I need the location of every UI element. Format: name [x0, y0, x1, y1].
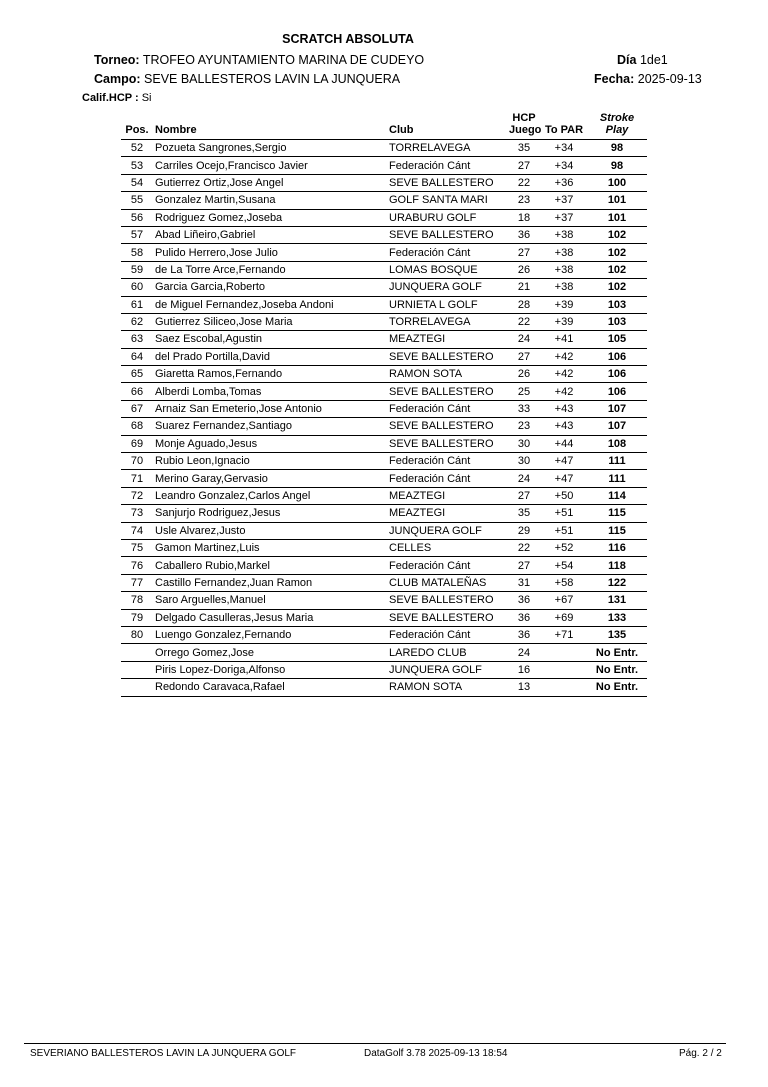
cell-stroke: 118	[587, 557, 647, 574]
footer-software: DataGolf 3.78 2025-09-13 18:54	[364, 1048, 508, 1059]
cell-club: RAMON SOTA	[387, 366, 507, 383]
table-row	[121, 331, 647, 348]
cell-club: Federación Cánt	[387, 244, 507, 261]
table-row	[121, 261, 647, 278]
col-header-hcp	[507, 112, 541, 140]
cell-to-par: +52	[541, 539, 587, 556]
col-header-stroke	[587, 112, 647, 140]
cell-stroke: 115	[587, 522, 647, 539]
cell-to-par: +37	[541, 209, 587, 226]
cell-pos: 58	[121, 244, 153, 261]
cell-pos: 69	[121, 435, 153, 452]
cell-hcp: 27	[507, 157, 541, 174]
cell-to-par: +43	[541, 400, 587, 417]
cell-to-par: +69	[541, 609, 587, 626]
cell-hcp: 36	[507, 626, 541, 643]
torneo-line	[94, 53, 424, 67]
cell-stroke: No Entr.	[587, 679, 647, 696]
table-row	[121, 418, 647, 435]
cell-pos: 63	[121, 331, 153, 348]
cell-to-par: +43	[541, 418, 587, 435]
cell-to-par: +34	[541, 140, 587, 157]
table-row	[121, 192, 647, 209]
cell-name: Leandro Gonzalez,Carlos Angel	[153, 487, 387, 504]
cell-pos: 75	[121, 539, 153, 556]
cell-to-par: +44	[541, 435, 587, 452]
cell-club: JUNQUERA GOLF	[387, 279, 507, 296]
table-row	[121, 366, 647, 383]
cell-club: JUNQUERA GOLF	[387, 661, 507, 678]
cell-pos	[121, 679, 153, 696]
cell-name: Giaretta Ramos,Fernando	[153, 366, 387, 383]
table-row	[121, 679, 647, 696]
cell-stroke: 98	[587, 140, 647, 157]
calif-label: Calif.HCP :	[82, 92, 139, 104]
cell-club: SEVE BALLESTERO	[387, 435, 507, 452]
cell-name: Piris Lopez-Doriga,Alfonso	[153, 661, 387, 678]
col-header-to-par: To PAR	[541, 112, 587, 140]
cell-hcp: 27	[507, 348, 541, 365]
cell-to-par: +47	[541, 453, 587, 470]
cell-name: Saez Escobal,Agustin	[153, 331, 387, 348]
cell-name: Gamon Martinez,Luis	[153, 539, 387, 556]
cell-name: Castillo Fernandez,Juan Ramon	[153, 574, 387, 591]
cell-to-par: +50	[541, 487, 587, 504]
cell-hcp: 24	[507, 331, 541, 348]
cell-name: Pulido Herrero,Jose Julio	[153, 244, 387, 261]
cell-to-par: +38	[541, 279, 587, 296]
cell-name: Gutierrez Ortiz,Jose Angel	[153, 174, 387, 191]
cell-pos	[121, 644, 153, 661]
results-body	[121, 140, 647, 697]
cell-stroke: 107	[587, 418, 647, 435]
campo-value: SEVE BALLESTEROS LAVIN LA JUNQUERA	[144, 72, 401, 86]
cell-club: Federación Cánt	[387, 453, 507, 470]
cell-club: Federación Cánt	[387, 557, 507, 574]
col-header-pos: Pos.	[121, 112, 153, 140]
cell-pos: 67	[121, 400, 153, 417]
cell-club: SEVE BALLESTERO	[387, 383, 507, 400]
cell-stroke: 100	[587, 174, 647, 191]
fecha-value: 2025-09-13	[637, 72, 702, 86]
cell-name: Pozueta Sangrones,Sergio	[153, 140, 387, 157]
cell-name: Luengo Gonzalez,Fernando	[153, 626, 387, 643]
cell-name: Monje Aguado,Jesus	[153, 435, 387, 452]
cell-stroke: 101	[587, 209, 647, 226]
cell-stroke: 102	[587, 261, 647, 278]
cell-hcp: 16	[507, 661, 541, 678]
cell-pos: 64	[121, 348, 153, 365]
cell-club: LOMAS BOSQUE	[387, 261, 507, 278]
campo-line	[94, 72, 400, 86]
cell-hcp: 27	[507, 487, 541, 504]
cell-club: MEAZTEGI	[387, 505, 507, 522]
cell-to-par: +71	[541, 626, 587, 643]
campo-label: Campo:	[94, 72, 141, 86]
cell-stroke: 107	[587, 400, 647, 417]
cell-hcp: 36	[507, 609, 541, 626]
cell-hcp: 24	[507, 470, 541, 487]
cell-stroke: 108	[587, 435, 647, 452]
cell-pos: 76	[121, 557, 153, 574]
cell-pos: 78	[121, 592, 153, 609]
report-title: SCRATCH ABSOLUTA	[282, 32, 414, 46]
table-row	[121, 226, 647, 243]
cell-to-par: +36	[541, 174, 587, 191]
cell-pos: 59	[121, 261, 153, 278]
table-row	[121, 522, 647, 539]
table-row	[121, 157, 647, 174]
cell-hcp: 26	[507, 261, 541, 278]
cell-to-par: +38	[541, 244, 587, 261]
cell-club: TORRELAVEGA	[387, 313, 507, 330]
cell-club: SEVE BALLESTERO	[387, 418, 507, 435]
torneo-value: TROFEO AYUNTAMIENTO MARINA DE CUDEYO	[142, 53, 425, 67]
cell-hcp: 31	[507, 574, 541, 591]
cell-pos: 60	[121, 279, 153, 296]
table-row	[121, 244, 647, 261]
cell-stroke: No Entr.	[587, 644, 647, 661]
cell-hcp: 26	[507, 366, 541, 383]
cell-pos: 77	[121, 574, 153, 591]
cell-pos: 71	[121, 470, 153, 487]
cell-name: Rodriguez Gomez,Joseba	[153, 209, 387, 226]
cell-hcp: 25	[507, 383, 541, 400]
cell-hcp: 35	[507, 505, 541, 522]
cell-hcp: 24	[507, 644, 541, 661]
cell-stroke: 103	[587, 296, 647, 313]
cell-club: Federación Cánt	[387, 626, 507, 643]
cell-name: Garcia Garcia,Roberto	[153, 279, 387, 296]
cell-pos: 80	[121, 626, 153, 643]
cell-pos: 73	[121, 505, 153, 522]
cell-club: MEAZTEGI	[387, 487, 507, 504]
table-row	[121, 209, 647, 226]
torneo-label: Torneo:	[94, 53, 140, 67]
cell-to-par	[541, 679, 587, 696]
cell-stroke: 102	[587, 226, 647, 243]
cell-pos	[121, 661, 153, 678]
table-row	[121, 435, 647, 452]
col-header-stroke-bottom: Play	[605, 124, 629, 136]
cell-stroke: No Entr.	[587, 661, 647, 678]
cell-stroke: 115	[587, 505, 647, 522]
cell-pos: 70	[121, 453, 153, 470]
cell-stroke: 106	[587, 348, 647, 365]
cell-to-par: +51	[541, 522, 587, 539]
cell-to-par: +37	[541, 192, 587, 209]
table-header-row	[121, 112, 647, 140]
cell-club: RAMON SOTA	[387, 679, 507, 696]
cell-hcp: 23	[507, 192, 541, 209]
cell-pos: 54	[121, 174, 153, 191]
cell-to-par	[541, 661, 587, 678]
cell-name: Gutierrez Siliceo,Jose Maria	[153, 313, 387, 330]
cell-club: SEVE BALLESTERO	[387, 609, 507, 626]
calif-value: Si	[141, 92, 152, 104]
fecha-line	[594, 72, 702, 86]
cell-hcp: 29	[507, 522, 541, 539]
cell-name: Delgado Casulleras,Jesus Maria	[153, 609, 387, 626]
cell-hcp: 22	[507, 313, 541, 330]
cell-hcp: 27	[507, 244, 541, 261]
cell-club: GOLF SANTA MARI	[387, 192, 507, 209]
col-header-stroke-top: Stroke	[599, 112, 635, 124]
cell-stroke: 122	[587, 574, 647, 591]
cell-name: Usle Alvarez,Justo	[153, 522, 387, 539]
cell-hcp: 21	[507, 279, 541, 296]
dia-line	[617, 53, 668, 67]
table-row	[121, 470, 647, 487]
table-row	[121, 539, 647, 556]
cell-pos: 66	[121, 383, 153, 400]
cell-name: Carriles Ocejo,Francisco Javier	[153, 157, 387, 174]
cell-name: Sanjurjo Rodriguez,Jesus	[153, 505, 387, 522]
dia-value: 1de1	[639, 53, 668, 67]
cell-hcp: 36	[507, 592, 541, 609]
cell-to-par: +42	[541, 366, 587, 383]
table-row	[121, 400, 647, 417]
col-header-club: Club	[387, 112, 507, 140]
cell-to-par: +41	[541, 331, 587, 348]
fecha-label: Fecha:	[594, 72, 635, 86]
cell-hcp: 22	[507, 174, 541, 191]
cell-club: CLUB MATALEÑAS	[387, 574, 507, 591]
cell-to-par: +38	[541, 226, 587, 243]
table-row	[121, 140, 647, 157]
cell-pos: 52	[121, 140, 153, 157]
cell-club: Federación Cánt	[387, 400, 507, 417]
table-row	[121, 661, 647, 678]
cell-hcp: 27	[507, 557, 541, 574]
cell-name: Gonzalez Martin,Susana	[153, 192, 387, 209]
cell-club: Federación Cánt	[387, 157, 507, 174]
cell-to-par: +39	[541, 313, 587, 330]
cell-club: SEVE BALLESTERO	[387, 592, 507, 609]
cell-club: JUNQUERA GOLF	[387, 522, 507, 539]
dia-label: Día	[617, 53, 637, 67]
cell-pos: 57	[121, 226, 153, 243]
cell-stroke: 105	[587, 331, 647, 348]
table-row	[121, 574, 647, 591]
table-row	[121, 383, 647, 400]
cell-name: Redondo Caravaca,Rafael	[153, 679, 387, 696]
cell-pos: 65	[121, 366, 153, 383]
cell-pos: 68	[121, 418, 153, 435]
cell-club: SEVE BALLESTERO	[387, 226, 507, 243]
cell-name: del Prado Portilla,David	[153, 348, 387, 365]
cell-pos: 61	[121, 296, 153, 313]
cell-name: Suarez Fernandez,Santiago	[153, 418, 387, 435]
table-row	[121, 348, 647, 365]
cell-hcp: 30	[507, 453, 541, 470]
cell-pos: 56	[121, 209, 153, 226]
col-header-hcp-top: HCP	[512, 112, 536, 124]
cell-to-par: +47	[541, 470, 587, 487]
table-row	[121, 279, 647, 296]
cell-stroke: 116	[587, 539, 647, 556]
cell-name: Abad Liñeiro,Gabriel	[153, 226, 387, 243]
cell-stroke: 101	[587, 192, 647, 209]
cell-hcp: 23	[507, 418, 541, 435]
cell-name: Arnaiz San Emeterio,Jose Antonio	[153, 400, 387, 417]
cell-stroke: 106	[587, 383, 647, 400]
cell-hcp: 18	[507, 209, 541, 226]
cell-stroke: 103	[587, 313, 647, 330]
cell-hcp: 28	[507, 296, 541, 313]
col-header-hcp-bottom: Juego	[509, 124, 542, 136]
cell-to-par: +58	[541, 574, 587, 591]
cell-to-par: +34	[541, 157, 587, 174]
cell-hcp: 13	[507, 679, 541, 696]
cell-club: SEVE BALLESTERO	[387, 348, 507, 365]
table-row	[121, 644, 647, 661]
calif-line	[82, 92, 151, 104]
cell-name: de La Torre Arce,Fernando	[153, 261, 387, 278]
table-row	[121, 313, 647, 330]
results-table	[121, 112, 647, 697]
cell-club: MEAZTEGI	[387, 331, 507, 348]
cell-stroke: 135	[587, 626, 647, 643]
cell-name: Orrego Gomez,Jose	[153, 644, 387, 661]
footer-course: SEVERIANO BALLESTEROS LAVIN LA JUNQUERA GOLF	[30, 1048, 297, 1059]
cell-pos: 72	[121, 487, 153, 504]
cell-stroke: 111	[587, 453, 647, 470]
cell-stroke: 98	[587, 157, 647, 174]
cell-to-par: +54	[541, 557, 587, 574]
cell-stroke: 102	[587, 244, 647, 261]
cell-name: Saro Arguelles,Manuel	[153, 592, 387, 609]
cell-pos: 79	[121, 609, 153, 626]
table-row	[121, 296, 647, 313]
cell-hcp: 30	[507, 435, 541, 452]
table-row	[121, 505, 647, 522]
table-row	[121, 557, 647, 574]
cell-pos: 74	[121, 522, 153, 539]
footer-divider	[24, 1043, 726, 1044]
table-row	[121, 487, 647, 504]
cell-club: CELLES	[387, 539, 507, 556]
cell-stroke: 114	[587, 487, 647, 504]
cell-to-par: +51	[541, 505, 587, 522]
cell-pos: 55	[121, 192, 153, 209]
cell-stroke: 133	[587, 609, 647, 626]
cell-stroke: 102	[587, 279, 647, 296]
table-row	[121, 592, 647, 609]
table-row	[121, 609, 647, 626]
cell-name: de Miguel Fernandez,Joseba Andoni	[153, 296, 387, 313]
cell-name: Caballero Rubio,Markel	[153, 557, 387, 574]
cell-hcp: 22	[507, 539, 541, 556]
footer-page: Pág. 2 / 2	[679, 1048, 722, 1059]
cell-name: Merino Garay,Gervasio	[153, 470, 387, 487]
cell-club: URNIETA L GOLF	[387, 296, 507, 313]
cell-club: TORRELAVEGA	[387, 140, 507, 157]
cell-name: Alberdi Lomba,Tomas	[153, 383, 387, 400]
cell-stroke: 106	[587, 366, 647, 383]
cell-club: URABURU GOLF	[387, 209, 507, 226]
table-row	[121, 626, 647, 643]
table-row	[121, 174, 647, 191]
cell-to-par	[541, 644, 587, 661]
cell-pos: 62	[121, 313, 153, 330]
cell-hcp: 36	[507, 226, 541, 243]
cell-name: Rubio Leon,Ignacio	[153, 453, 387, 470]
cell-to-par: +67	[541, 592, 587, 609]
cell-pos: 53	[121, 157, 153, 174]
table-row	[121, 453, 647, 470]
cell-hcp: 35	[507, 140, 541, 157]
cell-stroke: 111	[587, 470, 647, 487]
cell-to-par: +38	[541, 261, 587, 278]
cell-hcp: 33	[507, 400, 541, 417]
cell-to-par: +39	[541, 296, 587, 313]
cell-club: LAREDO CLUB	[387, 644, 507, 661]
cell-stroke: 131	[587, 592, 647, 609]
cell-club: Federación Cánt	[387, 470, 507, 487]
cell-to-par: +42	[541, 348, 587, 365]
cell-to-par: +42	[541, 383, 587, 400]
cell-club: SEVE BALLESTERO	[387, 174, 507, 191]
col-header-name: Nombre	[153, 112, 387, 140]
